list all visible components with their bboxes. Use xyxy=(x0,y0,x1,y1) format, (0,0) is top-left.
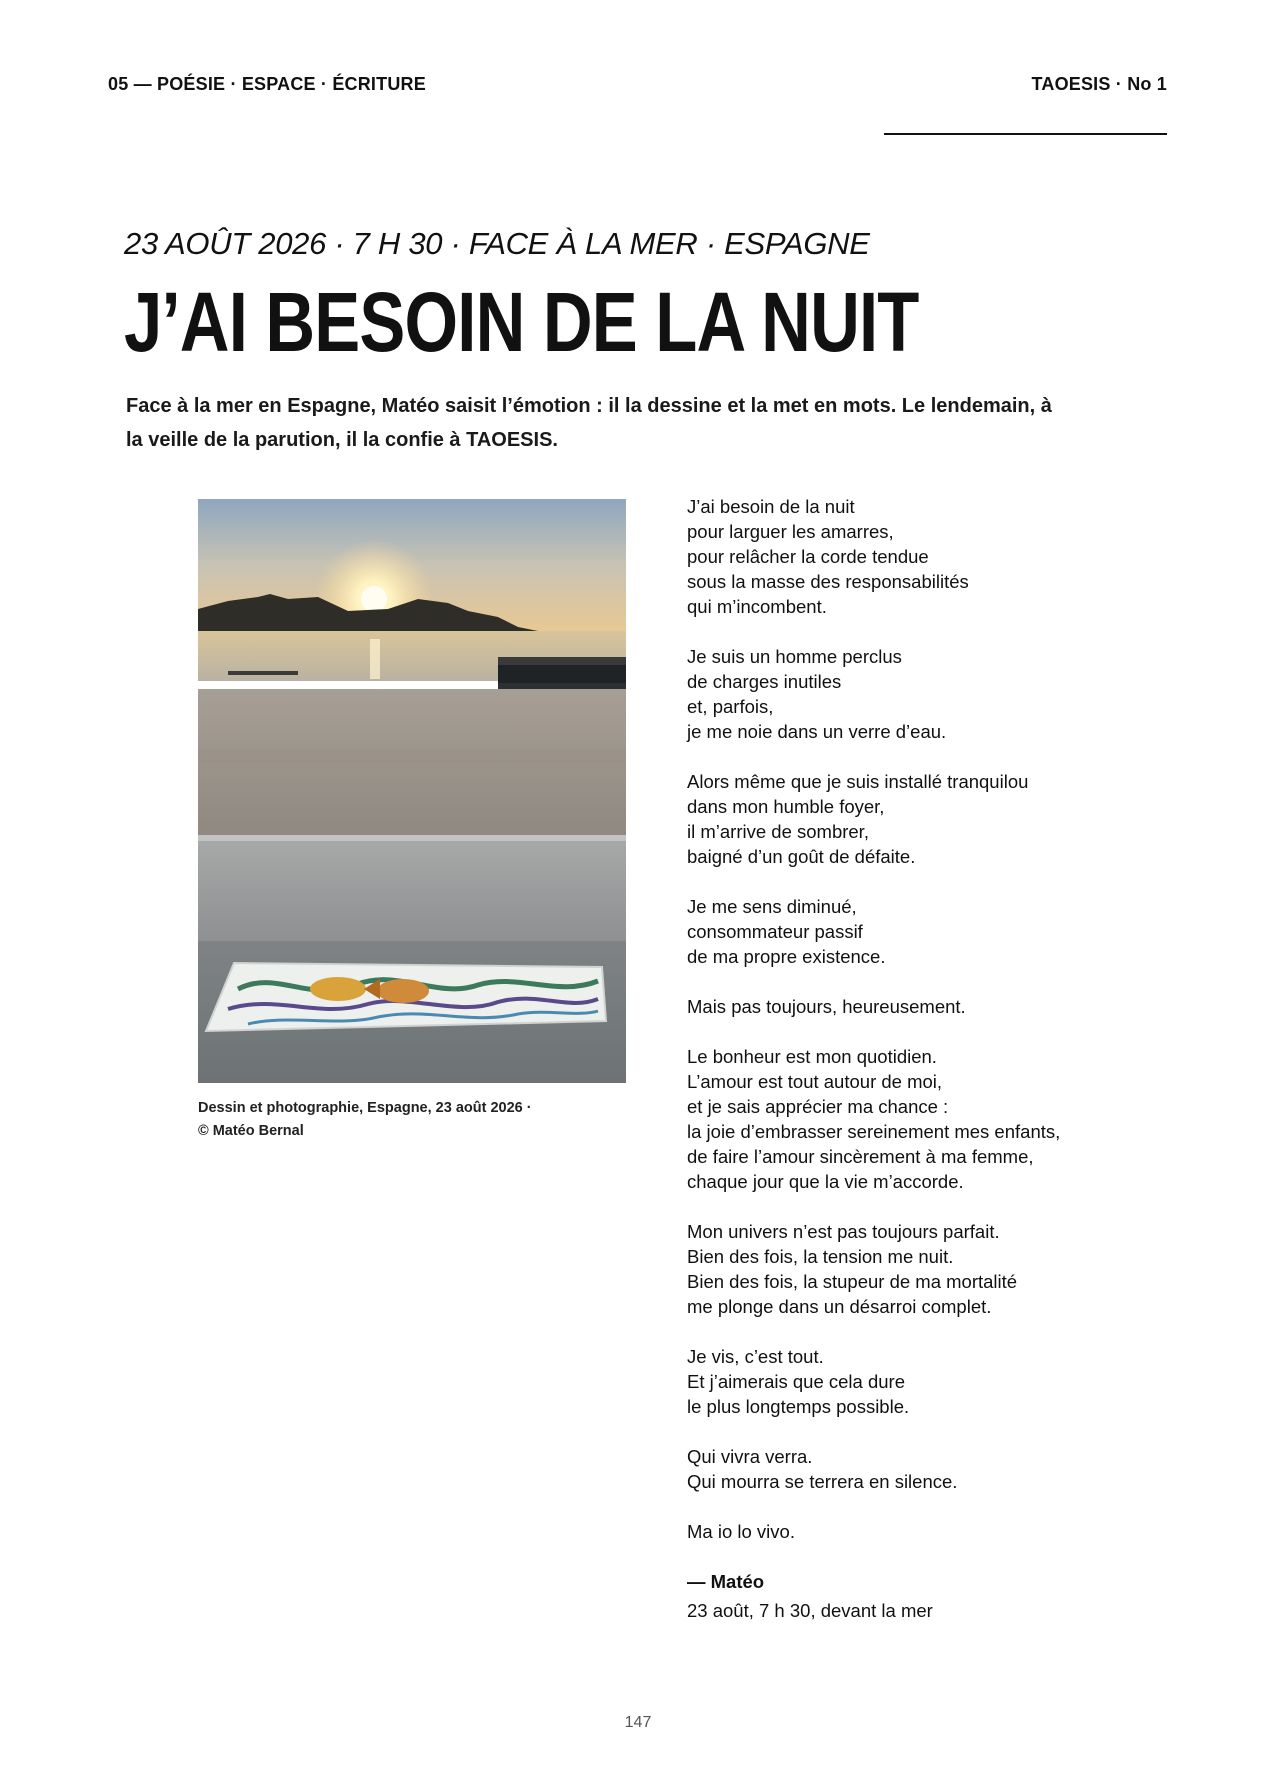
poem-line: pour relâcher la corde tendue xyxy=(687,546,929,567)
poem-stanza xyxy=(687,1519,1207,1544)
poem-line: et je sais apprécier ma chance : xyxy=(687,1096,949,1117)
poem-line: baigné d’un goût de défaite. xyxy=(687,846,916,867)
poem-line: sous la masse des responsabilités xyxy=(687,571,969,592)
section-label: 05 — POÉSIE · ESPACE · ÉCRITURE xyxy=(108,74,426,94)
poem-line: me plonge dans un désarroi complet. xyxy=(687,1296,992,1317)
poem-stanza xyxy=(687,1344,1207,1419)
poem-line: le plus longtemps possible. xyxy=(687,1396,910,1417)
poem-line: Qui mourra se terrera en silence. xyxy=(687,1471,958,1492)
poem-line: dans mon humble foyer, xyxy=(687,796,885,817)
poem-line: Le bonheur est mon quotidien. xyxy=(687,1046,937,1067)
poem-line: Bien des fois, la stupeur de ma mortalité xyxy=(687,1271,1018,1292)
photo-caption xyxy=(198,1097,618,1143)
poem-line: je me noie dans un verre d’eau. xyxy=(687,721,947,742)
publication-label: TAOESIS · No 1 xyxy=(1031,74,1167,94)
poem-line: Qui vivra verra. xyxy=(687,1446,813,1467)
caption-line: Dessin et photographie, Espagne, 23 août 2026 · xyxy=(198,1100,532,1116)
poem-line: Bien des fois, la tension me nuit. xyxy=(687,1246,954,1267)
poem-line: de ma propre existence. xyxy=(687,946,886,967)
poem-line: Alors même que je suis installé tranquilou xyxy=(687,771,1029,792)
poem-stanza xyxy=(687,769,1207,869)
poem-stanza xyxy=(687,994,1207,1019)
poem-stanza xyxy=(687,1444,1207,1494)
poem-stanza xyxy=(687,894,1207,969)
poem-line: de charges inutiles xyxy=(687,671,842,692)
poem-line: J’ai besoin de la nuit xyxy=(687,496,855,517)
poem-line: qui m’incombent. xyxy=(687,596,827,617)
poem-line: Je suis un homme perclus xyxy=(687,646,902,667)
poem-line: Et j’aimerais que cela dure xyxy=(687,1371,905,1392)
poem-line: Je vis, c’est tout. xyxy=(687,1346,824,1367)
poem-line: pour larguer les amarres, xyxy=(687,521,894,542)
poem-line: Je me sens diminué, xyxy=(687,896,857,917)
poem-line: Mon univers n’est pas toujours parfait. xyxy=(687,1221,1000,1242)
caption-credit: © Matéo Bernal xyxy=(198,1123,304,1139)
article-lead: Face à la mer en Espagne, Matéo saisit l’émotion : il la dessine et la met en mots. Le lendemain, à la veille de la parution, il la confie à TAOESIS. xyxy=(126,395,1052,451)
poem-line: chaque jour que la vie m’accorde. xyxy=(687,1171,964,1192)
article-kicker: 23 AOÛT 2026 · 7 H 30 · FACE À LA MER · ESPAGNE xyxy=(124,226,870,261)
poem-stanza xyxy=(687,1219,1207,1319)
header-rule xyxy=(884,133,1167,135)
poem-stanza xyxy=(687,494,1207,619)
poem-stanza xyxy=(687,1044,1207,1194)
poem-line: consommateur passif xyxy=(687,921,863,942)
sunset-beach-photo xyxy=(198,499,626,1083)
poem-line: et, parfois, xyxy=(687,696,774,717)
poem xyxy=(687,494,1207,1623)
poem-line: la joie d’embrasser sereinement mes enfants, xyxy=(687,1121,1061,1142)
poem-line: il m’arrive de sombrer, xyxy=(687,821,869,842)
poem-line: Mais pas toujours, heureusement. xyxy=(687,996,966,1017)
signature-date: 23 août, 7 h 30, devant la mer xyxy=(687,1600,933,1621)
poem-line: Ma io lo vivo. xyxy=(687,1521,795,1542)
poem-line: de faire l’amour sincèrement à ma femme, xyxy=(687,1146,1034,1167)
poem-line: L’amour est tout autour de moi, xyxy=(687,1071,943,1092)
article-title: J’AI BESOIN DE LA NUIT xyxy=(124,275,919,369)
page-number: 147 xyxy=(624,1714,652,1731)
signature-name: — Matéo xyxy=(687,1571,765,1592)
poem-stanza xyxy=(687,644,1207,744)
